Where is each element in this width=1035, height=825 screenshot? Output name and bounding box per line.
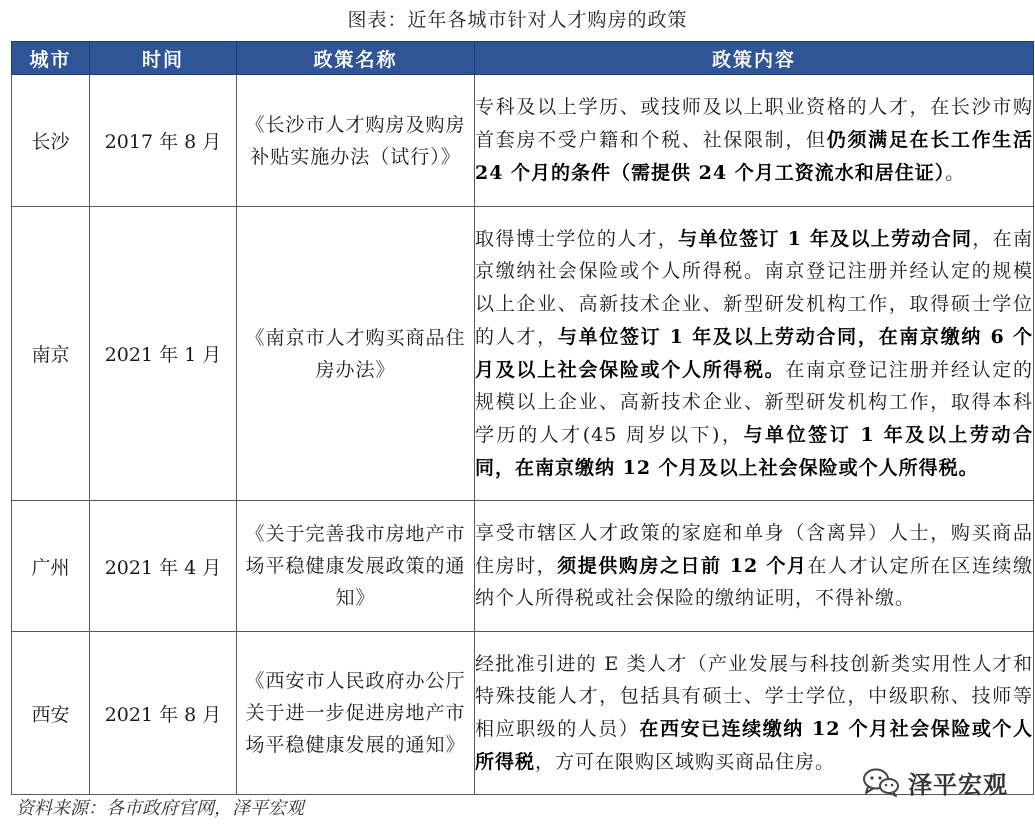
source-note: 资料来源：各市政府官网，泽平宏观 xyxy=(16,798,304,819)
wechat-icon xyxy=(862,767,900,797)
cell-time: 2021 年 1 月 xyxy=(90,207,237,501)
header-city: 城市 xyxy=(12,42,90,75)
header-policy-name: 政策名称 xyxy=(237,42,475,75)
content-text: ，在南京缴纳社会保险或个人所得税。南京登记注册并经认定的规模以上企业、高新技术企业、新型研发机构工作，取得硕士学位的人才， xyxy=(475,227,1033,348)
content-text: 。 xyxy=(945,161,966,184)
cell-city: 长沙 xyxy=(12,75,90,207)
cell-city: 广州 xyxy=(12,501,90,632)
watermark-text: 泽平宏观 xyxy=(908,770,1008,799)
cell-policy-content xyxy=(475,75,1034,207)
content-text: 享受市辖区人才政策的家庭和单身（含离异）人士，购买商品住房时， xyxy=(475,521,1033,577)
policy-table xyxy=(11,41,1034,795)
cell-policy-name: 《西安市人民政府办公厅关于进一步促进房地产市场平稳健康发展的通知》 xyxy=(237,632,475,795)
cell-policy-name: 《长沙市人才购房及购房补贴实施办法（试行）》 xyxy=(237,75,475,207)
emphasis-text: 与单位签订 1 年及以上劳动合同，在南京缴纳 12 个月及以上社会保险或个人所得税。 xyxy=(475,423,1034,479)
emphasis-text: 须提供购房之日前 12 个月 xyxy=(557,554,808,577)
content-text: 在人才认定所在区连续缴纳个人所得税或社会保险的缴纳证明，不得补缴。 xyxy=(475,554,1033,610)
cell-time: 2021 年 4 月 xyxy=(90,501,237,632)
watermark xyxy=(862,764,1008,800)
emphasis-text: 在西安已连续缴纳 12 个月社会保险或个人所得税 xyxy=(475,718,1033,773)
cell-policy-name: 《南京市人才购买商品住房办法》 xyxy=(237,207,475,501)
emphasis-text: 与单位签订 1 年及以上劳动合同 xyxy=(678,227,973,250)
table-caption: 图表：近年各城市针对人才购房的政策 xyxy=(347,9,688,31)
cell-time: 2021 年 8 月 xyxy=(90,632,237,795)
header-policy-content: 政策内容 xyxy=(475,42,1034,75)
cell-city: 南京 xyxy=(12,207,90,501)
emphasis-text: 仍须满足在长工作生活 24 个月的条件（需提供 24 个月工资流水和居住证） xyxy=(475,129,1033,184)
header-time: 时间 xyxy=(90,42,237,75)
cell-city: 西安 xyxy=(12,632,90,795)
emphasis-text: 与单位签订 1 年及以上劳动合同，在南京缴纳 6 个月及以上社会保险或个人所得税。 xyxy=(475,325,1033,381)
table-row xyxy=(12,207,1034,501)
content-text: ，方可在限购区域购买商品住房。 xyxy=(535,750,836,773)
table-row xyxy=(12,501,1034,632)
table-header-row xyxy=(12,42,1034,75)
cell-time: 2017 年 8 月 xyxy=(90,75,237,207)
content-text: 在南京登记注册并经认定的规模以上企业、高新技术企业、新型研发机构工作，取得本科学历的人才(45 周岁以下)， xyxy=(475,358,1033,446)
cell-policy-content xyxy=(475,207,1034,501)
cell-policy-name: 《关于完善我市房地产市场平稳健康发展政策的通知》 xyxy=(237,501,475,632)
content-text: 取得博士学位的人才， xyxy=(475,227,679,250)
table-row xyxy=(12,75,1034,207)
content-text: 专科及以上学历、或技师及以上职业资格的人才，在长沙市购首套房不受户籍和个税、社保限制，但 xyxy=(475,96,1033,152)
cell-policy-content xyxy=(475,501,1034,632)
content-text: 经批准引进的 E 类人才（产业发展与科技创新类实用性人才和特殊技能人才，包括具有硕士、学士学位，中级职称、技师等相应职级的人员） xyxy=(475,652,1033,740)
